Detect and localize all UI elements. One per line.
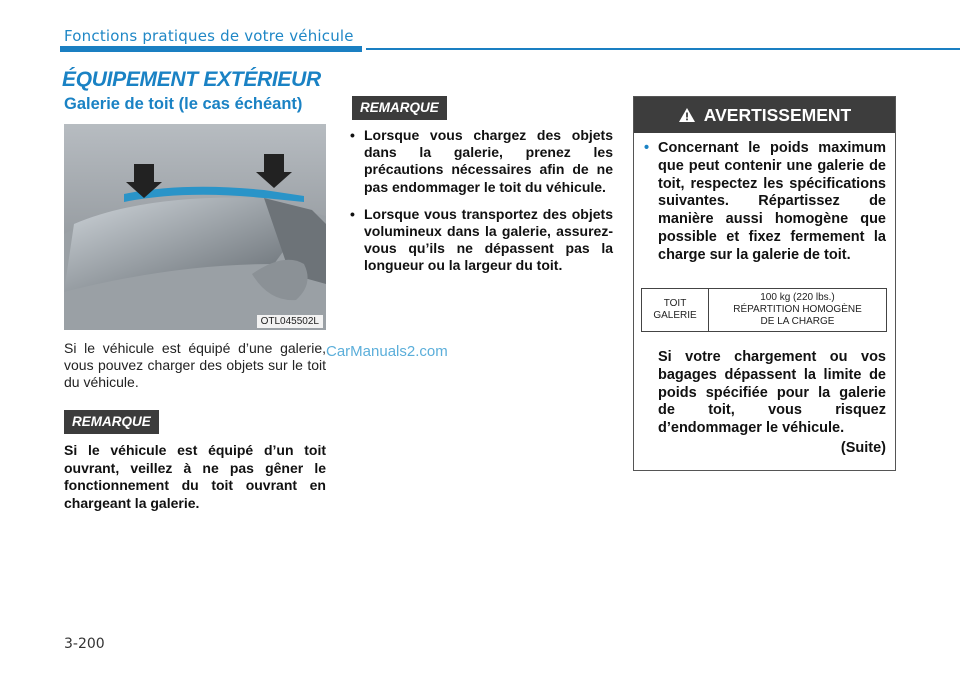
warning-triangle-icon	[678, 107, 696, 123]
warning-bullet	[644, 140, 886, 265]
continued-label: (Suite)	[840, 440, 886, 456]
header-rule-thin	[366, 48, 960, 50]
note-bullet-item: • Lorsque vous transportez des objets volumineux dans la galerie, assurez-vous qu’ils ne dépassent pas la longueur ou la largeur du toit.	[347, 206, 613, 275]
header-rule-thick	[60, 46, 362, 52]
table-row-value: 100 kg (220 lbs.) RÉPARTITION HOMOGÈNE DE LA CHARGE	[709, 289, 887, 332]
note-bullet-item: • Lorsque vous chargez des objets dans la galerie, prenez les précautions nécessaires afin de ne pas endommager le toit du véhicule.	[347, 127, 613, 196]
intro-paragraph: Si le véhicule est équipé d’une galerie, vous pouvez charger des objets sur le toit du véhicule.	[64, 340, 326, 390]
note-bullet-list	[347, 127, 613, 285]
note-sunroof: Si le véhicule est équipé d’un toit ouvrant, veillez à ne pas gêner le fonctionnement du toit ouvrant en chargeant la galerie.	[64, 442, 326, 511]
note-label-2: REMARQUE	[352, 96, 447, 120]
load-spec-table	[641, 288, 887, 332]
bullet-dot-icon: •	[644, 140, 650, 156]
note-label: REMARQUE	[64, 410, 159, 434]
figure-code: OTL045502L	[257, 315, 323, 328]
roof-rack-figure	[64, 124, 326, 330]
warning-paragraph: Si votre chargement ou vos bagages dépassent la limite de poids spécifiée pour la galerie de toit, vous risquez d’endommager le véhicule.	[658, 349, 886, 437]
section-header: Fonctions pratiques de votre véhicule	[64, 27, 354, 45]
page-number: 3-200	[64, 636, 105, 652]
section-subtitle: Galerie de toit (le cas échéant)	[64, 95, 303, 113]
car-roof-illustration	[64, 124, 326, 330]
warning-box	[633, 96, 896, 471]
table-row	[642, 289, 887, 332]
page-title: ÉQUIPEMENT EXTÉRIEUR	[62, 68, 321, 91]
watermark: CarManuals2.com	[326, 343, 448, 360]
warning-bullet-text: Concernant le poids maximum que peut contenir une galerie de toit, respectez les spécifications suivantes. Répartissez de manière aussi homogène que possible et fixez fermement la charge sur la galerie de toit.	[658, 140, 886, 263]
warning-title: AVERTISSEMENT	[703, 104, 852, 125]
warning-header	[634, 97, 895, 133]
table-row-label: TOIT GALERIE	[642, 289, 709, 332]
